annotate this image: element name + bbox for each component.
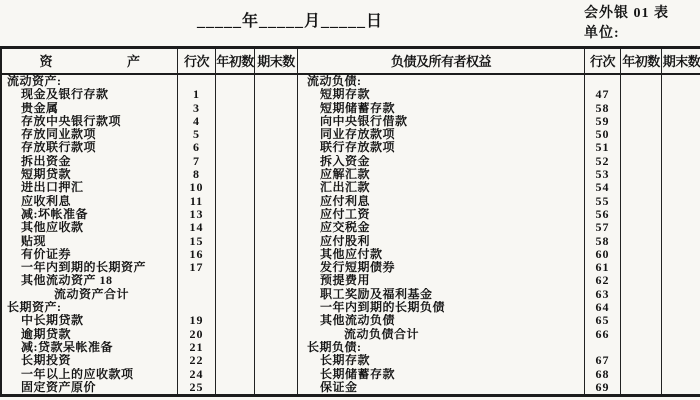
liability-label: 长期负债:	[298, 341, 585, 354]
liability-label: 其他流动负债	[298, 314, 585, 327]
liability-period-end-cell	[662, 261, 700, 274]
table-row	[2, 328, 700, 341]
liability-row-no: 61	[585, 261, 621, 274]
liability-label: 同业存放款项	[298, 128, 585, 141]
liability-row-no: 50	[585, 128, 621, 141]
asset-period-end-cell	[255, 368, 298, 381]
liabilities-column-header: 负债及所有者权益	[298, 49, 585, 75]
unit-label: 单位:	[584, 26, 620, 41]
asset-row-no: 8	[178, 168, 216, 181]
liability-year-begin-cell	[621, 328, 662, 341]
year-begin-column-header: 年初数	[216, 49, 255, 75]
liability-year-begin-cell	[621, 102, 662, 115]
liability-row-no	[585, 341, 621, 354]
asset-year-begin-cell	[216, 248, 255, 261]
asset-label: 有价证券	[2, 248, 178, 261]
asset-row-no: 7	[178, 155, 216, 168]
asset-label: 中长期贷款	[2, 314, 178, 327]
asset-period-end-cell	[255, 288, 298, 301]
asset-label: 长期投资	[2, 354, 178, 367]
liability-year-begin-cell	[621, 168, 662, 181]
liability-period-end-cell	[662, 208, 700, 221]
liability-period-end-cell	[662, 155, 700, 168]
liability-label: 保证金	[298, 381, 585, 394]
table-row	[2, 301, 700, 314]
asset-year-begin-cell	[216, 274, 255, 287]
liability-period-end-cell	[662, 235, 700, 248]
liability-year-begin-cell	[621, 88, 662, 101]
asset-period-end-cell	[255, 274, 298, 287]
asset-year-begin-cell	[216, 381, 255, 394]
asset-row-no: 11	[178, 195, 216, 208]
asset-label: 存放中央银行款项	[2, 115, 178, 128]
asset-row-no: 25	[178, 381, 216, 394]
liability-year-begin-cell	[621, 368, 662, 381]
asset-year-begin-cell	[216, 328, 255, 341]
asset-row-no	[178, 75, 216, 88]
period-end-column-header: 期末数	[255, 49, 298, 75]
asset-year-begin-cell	[216, 75, 255, 88]
asset-year-begin-cell	[216, 314, 255, 327]
asset-row-no: 20	[178, 328, 216, 341]
asset-label: 贴现	[2, 235, 178, 248]
asset-year-begin-cell	[216, 155, 255, 168]
liability-label: 短期储蓄存款	[298, 102, 585, 115]
asset-row-no	[178, 301, 216, 314]
asset-row-no: 14	[178, 221, 216, 234]
asset-label: 存放同业款项	[2, 128, 178, 141]
asset-period-end-cell	[255, 301, 298, 314]
liability-year-begin-cell	[621, 221, 662, 234]
asset-row-no: 16	[178, 248, 216, 261]
table-row	[2, 128, 700, 141]
liability-row-no: 60	[585, 248, 621, 261]
liability-row-no: 55	[585, 195, 621, 208]
liability-row-no: 64	[585, 301, 621, 314]
liability-period-end-cell	[662, 102, 700, 115]
liability-label: 发行短期债券	[298, 261, 585, 274]
table-row	[2, 181, 700, 194]
period-end-column-header-right: 期末数	[662, 49, 700, 75]
liability-period-end-cell	[662, 88, 700, 101]
asset-row-no: 6	[178, 141, 216, 154]
asset-period-end-cell	[255, 381, 298, 394]
liability-period-end-cell	[662, 354, 700, 367]
asset-year-begin-cell	[216, 181, 255, 194]
asset-row-no: 5	[178, 128, 216, 141]
liability-label: 一年内到期的长期负债	[298, 301, 585, 314]
liability-label: 应付股利	[298, 235, 585, 248]
asset-year-begin-cell	[216, 301, 255, 314]
liability-period-end-cell	[662, 75, 700, 88]
asset-period-end-cell	[255, 354, 298, 367]
asset-label: 现金及银行存款	[2, 88, 178, 101]
year-begin-column-header-right: 年初数	[621, 49, 662, 75]
liability-period-end-cell	[662, 341, 700, 354]
asset-year-begin-cell	[216, 288, 255, 301]
liability-period-end-cell	[662, 115, 700, 128]
liability-label: 其他应付款	[298, 248, 585, 261]
asset-row-no: 17	[178, 261, 216, 274]
asset-year-begin-cell	[216, 208, 255, 221]
table-row	[2, 274, 700, 287]
asset-year-begin-cell	[216, 354, 255, 367]
asset-label: 一年以上的应收款项	[2, 368, 178, 381]
asset-label: 减:贷款呆帐准备	[2, 341, 178, 354]
liability-year-begin-cell	[621, 248, 662, 261]
table-row	[2, 288, 700, 301]
liability-year-begin-cell	[621, 181, 662, 194]
liability-year-begin-cell	[621, 314, 662, 327]
asset-year-begin-cell	[216, 261, 255, 274]
liability-period-end-cell	[662, 328, 700, 341]
asset-period-end-cell	[255, 128, 298, 141]
liability-period-end-cell	[662, 221, 700, 234]
table-row	[2, 261, 700, 274]
asset-year-begin-cell	[216, 168, 255, 181]
liability-row-no: 58	[585, 235, 621, 248]
liability-row-no: 56	[585, 208, 621, 221]
liability-period-end-cell	[662, 381, 700, 394]
asset-period-end-cell	[255, 88, 298, 101]
liability-year-begin-cell	[621, 381, 662, 394]
asset-period-end-cell	[255, 261, 298, 274]
liability-label: 联行存放款项	[298, 141, 585, 154]
asset-year-begin-cell	[216, 115, 255, 128]
liability-year-begin-cell	[621, 354, 662, 367]
liability-year-begin-cell	[621, 288, 662, 301]
liability-row-no: 69	[585, 381, 621, 394]
asset-label: 长期资产:	[2, 301, 178, 314]
asset-period-end-cell	[255, 221, 298, 234]
table-row	[2, 168, 700, 181]
liability-year-begin-cell	[621, 141, 662, 154]
asset-row-no: 1	[178, 88, 216, 101]
asset-period-end-cell	[255, 181, 298, 194]
asset-label: 进出口押汇	[2, 181, 178, 194]
liability-row-no: 52	[585, 155, 621, 168]
asset-period-end-cell	[255, 341, 298, 354]
asset-label: 减:坏帐准备	[2, 208, 178, 221]
liability-row-no: 54	[585, 181, 621, 194]
liability-row-no: 57	[585, 221, 621, 234]
liability-label: 汇出汇款	[298, 181, 585, 194]
asset-period-end-cell	[255, 155, 298, 168]
liability-row-no: 58	[585, 102, 621, 115]
asset-row-no: 15	[178, 235, 216, 248]
asset-period-end-cell	[255, 314, 298, 327]
table-row	[2, 102, 700, 115]
liability-period-end-cell	[662, 301, 700, 314]
asset-period-end-cell	[255, 102, 298, 115]
asset-label: 其他流动资产 18	[2, 274, 178, 287]
liability-label: 短期存款	[298, 88, 585, 101]
form-code: 会外银 01 表	[584, 6, 669, 21]
asset-row-no: 3	[178, 102, 216, 115]
asset-label: 一年内到期的长期资产	[2, 261, 178, 274]
table-row	[2, 75, 700, 88]
table-rows	[2, 75, 700, 394]
asset-row-no: 10	[178, 181, 216, 194]
asset-year-begin-cell	[216, 341, 255, 354]
asset-label: 存放联行款项	[2, 141, 178, 154]
liability-period-end-cell	[662, 274, 700, 287]
asset-year-begin-cell	[216, 128, 255, 141]
liability-year-begin-cell	[621, 195, 662, 208]
table-row	[2, 141, 700, 154]
asset-row-no: 21	[178, 341, 216, 354]
liability-row-no: 66	[585, 328, 621, 341]
liability-year-begin-cell	[621, 261, 662, 274]
liability-year-begin-cell	[621, 274, 662, 287]
liability-year-begin-cell	[621, 341, 662, 354]
asset-period-end-cell	[255, 141, 298, 154]
liability-label: 应付工资	[298, 208, 585, 221]
liability-row-no	[585, 75, 621, 88]
liability-label: 应付利息	[298, 195, 585, 208]
table-row	[2, 235, 700, 248]
liability-period-end-cell	[662, 368, 700, 381]
liability-row-no: 65	[585, 314, 621, 327]
table-header-row	[2, 49, 700, 75]
row-no-column-header-right: 行次	[585, 49, 621, 75]
liability-period-end-cell	[662, 195, 700, 208]
liability-label: 长期存款	[298, 354, 585, 367]
liability-row-no: 47	[585, 88, 621, 101]
asset-year-begin-cell	[216, 235, 255, 248]
asset-row-no: 13	[178, 208, 216, 221]
liability-label: 应解汇款	[298, 168, 585, 181]
table-row	[2, 88, 700, 101]
table-row	[2, 368, 700, 381]
asset-year-begin-cell	[216, 102, 255, 115]
asset-label: 固定资产原价	[2, 381, 178, 394]
assets-column-header: 资 产	[2, 49, 178, 75]
table-row	[2, 341, 700, 354]
liability-label: 流动负债合计	[298, 328, 585, 341]
date-line: _____年_____月_____日	[196, 13, 383, 30]
liability-year-begin-cell	[621, 128, 662, 141]
liability-row-no: 63	[585, 288, 621, 301]
asset-label: 贵金属	[2, 102, 178, 115]
liability-row-no: 53	[585, 168, 621, 181]
liability-year-begin-cell	[621, 115, 662, 128]
asset-period-end-cell	[255, 115, 298, 128]
asset-row-no: 19	[178, 314, 216, 327]
table-row	[2, 208, 700, 221]
asset-label: 流动资产合计	[2, 288, 178, 301]
table-row	[2, 195, 700, 208]
asset-period-end-cell	[255, 328, 298, 341]
asset-period-end-cell	[255, 168, 298, 181]
liability-period-end-cell	[662, 181, 700, 194]
asset-year-begin-cell	[216, 88, 255, 101]
liability-period-end-cell	[662, 128, 700, 141]
liability-label: 拆入资金	[298, 155, 585, 168]
table-row	[2, 248, 700, 261]
liability-label: 预提费用	[298, 274, 585, 287]
asset-period-end-cell	[255, 248, 298, 261]
liability-row-no: 68	[585, 368, 621, 381]
liability-row-no: 67	[585, 354, 621, 367]
asset-row-no	[178, 274, 216, 287]
table-row	[2, 314, 700, 327]
liability-row-no: 62	[585, 274, 621, 287]
asset-period-end-cell	[255, 195, 298, 208]
liability-year-begin-cell	[621, 235, 662, 248]
asset-period-end-cell	[255, 208, 298, 221]
liability-year-begin-cell	[621, 208, 662, 221]
liability-period-end-cell	[662, 141, 700, 154]
asset-label: 应收利息	[2, 195, 178, 208]
asset-row-no: 4	[178, 115, 216, 128]
liability-label: 向中央银行借款	[298, 115, 585, 128]
table-row	[2, 354, 700, 367]
table-row	[2, 221, 700, 234]
asset-year-begin-cell	[216, 221, 255, 234]
liability-row-no: 59	[585, 115, 621, 128]
asset-year-begin-cell	[216, 195, 255, 208]
liability-period-end-cell	[662, 248, 700, 261]
asset-year-begin-cell	[216, 141, 255, 154]
asset-period-end-cell	[255, 235, 298, 248]
asset-label: 拆出资金	[2, 155, 178, 168]
liability-period-end-cell	[662, 288, 700, 301]
liability-label: 职工奖励及福利基金	[298, 288, 585, 301]
asset-label: 短期贷款	[2, 168, 178, 181]
table-row	[2, 115, 700, 128]
liability-year-begin-cell	[621, 301, 662, 314]
liability-label: 长期储蓄存款	[298, 368, 585, 381]
liability-year-begin-cell	[621, 75, 662, 88]
table-row	[2, 381, 700, 394]
liability-row-no: 51	[585, 141, 621, 154]
liability-period-end-cell	[662, 314, 700, 327]
liability-label: 应交税金	[298, 221, 585, 234]
table-row	[2, 155, 700, 168]
asset-period-end-cell	[255, 75, 298, 88]
asset-label: 逾期贷款	[2, 328, 178, 341]
liability-year-begin-cell	[621, 155, 662, 168]
asset-row-no: 22	[178, 354, 216, 367]
asset-year-begin-cell	[216, 368, 255, 381]
asset-row-no	[178, 288, 216, 301]
liability-period-end-cell	[662, 168, 700, 181]
liability-label: 流动负债:	[298, 75, 585, 88]
asset-row-no: 24	[178, 368, 216, 381]
balance-sheet-table	[0, 46, 700, 397]
asset-label: 流动资产:	[2, 75, 178, 88]
asset-label: 其他应收款	[2, 221, 178, 234]
row-no-column-header: 行次	[178, 49, 216, 75]
